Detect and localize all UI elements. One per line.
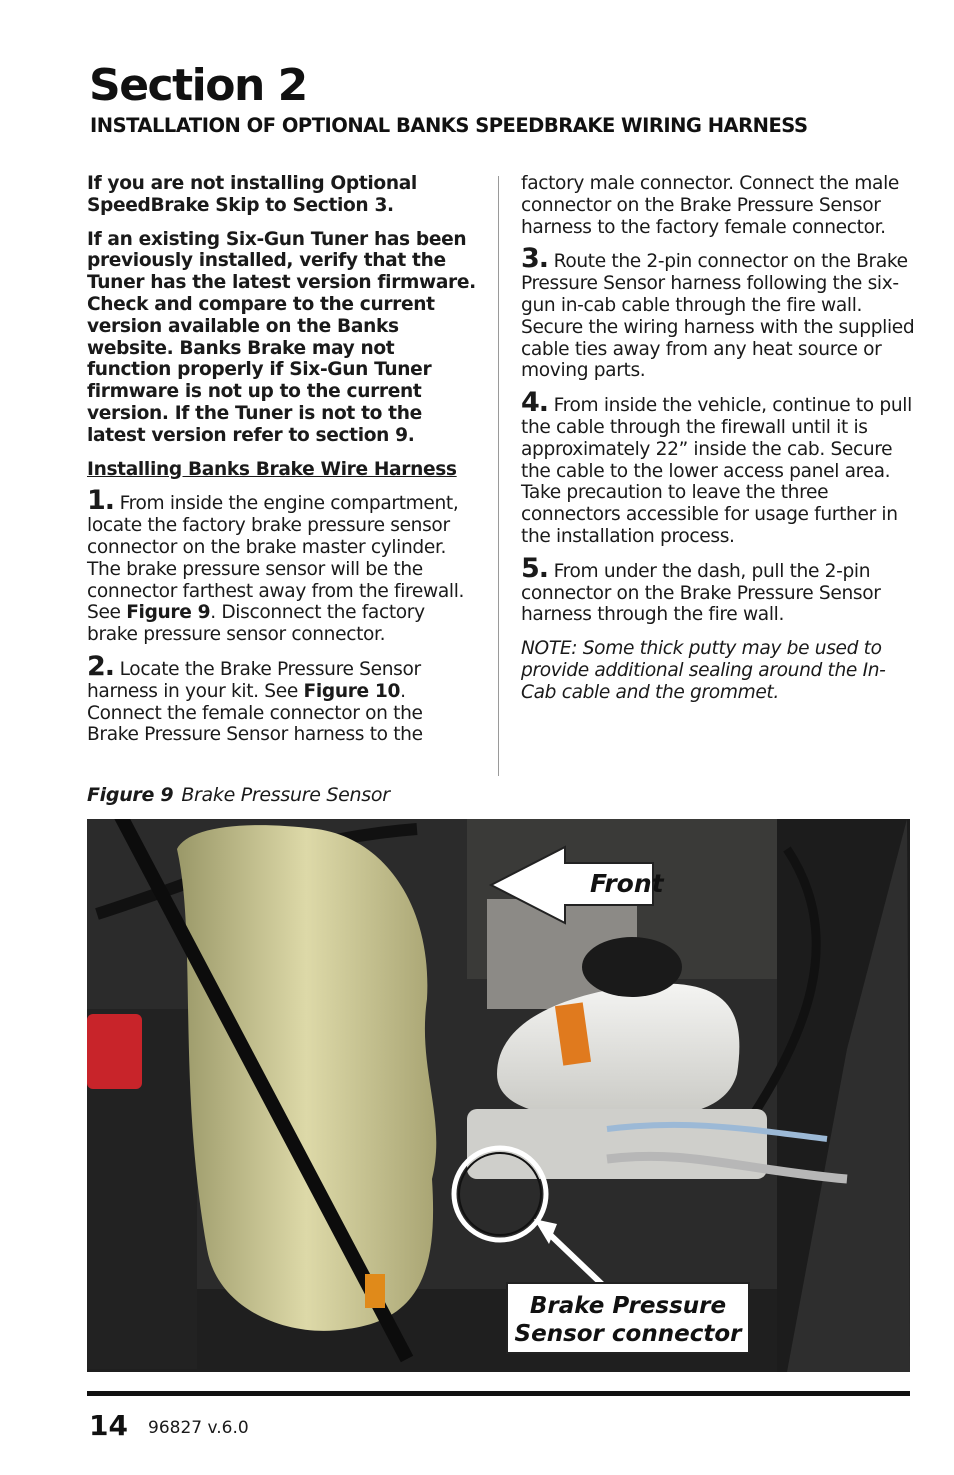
page-number: 14	[89, 1409, 128, 1442]
callout-sensor-line-1: Brake Pressure	[529, 1293, 727, 1319]
doc-version: 96827 v.6.0	[148, 1418, 249, 1438]
left-column	[87, 173, 479, 758]
step-1-text-a: From inside the engine compartment, locate the factory brake pressure sensor connector on the brake master cylinder. The brake pressure sensor will be the connector farthest away from the firewall. See	[87, 493, 465, 624]
subheading-brake-harness: Installing Banks Brake Wire Harness	[87, 458, 457, 480]
step-5-number: 5.	[521, 552, 549, 584]
step-2-figure-ref: Figure 10	[303, 680, 401, 702]
step-4-number: 4.	[521, 387, 549, 419]
step-2-continued: factory male connector. Connect the male connector on the Brake Pressure Sensor harness to the factory female connector.	[521, 173, 899, 238]
step-3	[521, 243, 915, 382]
right-column	[521, 173, 915, 716]
step-5-text: From under the dash, pull the 2-pin connector on the Brake Pressure Sensor harness through the fire wall.	[521, 560, 881, 626]
callout-front: Front	[590, 869, 664, 898]
footer-rule	[87, 1391, 910, 1396]
step-2-text-a: Locate the Brake Pressure Sensor harness in your kit. See	[87, 658, 421, 702]
step-2-text-b: . Connect the female connector on the Brake Pressure Sensor harness to the	[87, 680, 423, 746]
step-1-number: 1.	[87, 485, 115, 517]
step-2-number: 2.	[87, 650, 115, 682]
intro-skip-note: If you are not installing Optional SpeedBrake Skip to Section 3.	[87, 173, 417, 216]
step-2	[87, 650, 479, 746]
step-1	[87, 485, 479, 646]
step-4-text: From inside the vehicle, continue to pull the cable through the firewall until it is approximately 22” inside the cab. Secure the cable to the lower access panel area. Take precaution to leave the three connectors accessible for usage further in the installation process.	[521, 395, 912, 547]
engine-bay-illustration	[87, 819, 910, 1372]
step-4	[521, 387, 915, 548]
step-1-figure-ref: Figure 9	[126, 602, 211, 624]
step-3-text: Route the 2-pin connector on the Brake Pressure Sensor harness following the six-gun in-cab cable through the fire wall. Secure the wiring harness with the supplied cable ties away from any heat source or moving parts.	[521, 251, 915, 382]
figure-caption	[87, 784, 390, 806]
intro-firmware-note: If an existing Six-Gun Tuner has been previously installed, verify that the Tuner has the latest version firmware. Check and compare to the current version available on the Banks website. Banks Brake may not function properly if Six-Gun Tuner firmware is not up to the current version. If the Tuner is not to the latest version refer to section 9.	[87, 228, 476, 446]
step-1-text-b: . Disconnect the factory brake pressure sensor connector.	[87, 602, 425, 646]
section-subtitle: INSTALLATION OF OPTIONAL BANKS SPEEDBRAKE WIRING HARNESS	[90, 114, 808, 137]
engine-bay-photo	[87, 819, 910, 1372]
step-3-number: 3.	[521, 243, 549, 275]
figure-label: Figure 9	[87, 784, 174, 806]
column-divider	[498, 176, 499, 776]
step-5	[521, 552, 915, 626]
putty-note: NOTE: Some thick putty may be used to provide additional sealing around the In-Cab cable and the grommet.	[521, 638, 886, 703]
callout-sensor-line-2: Sensor connector	[514, 1321, 742, 1347]
section-title: Section 2	[89, 60, 307, 111]
figure-caption-text: Brake Pressure Sensor	[181, 784, 390, 806]
